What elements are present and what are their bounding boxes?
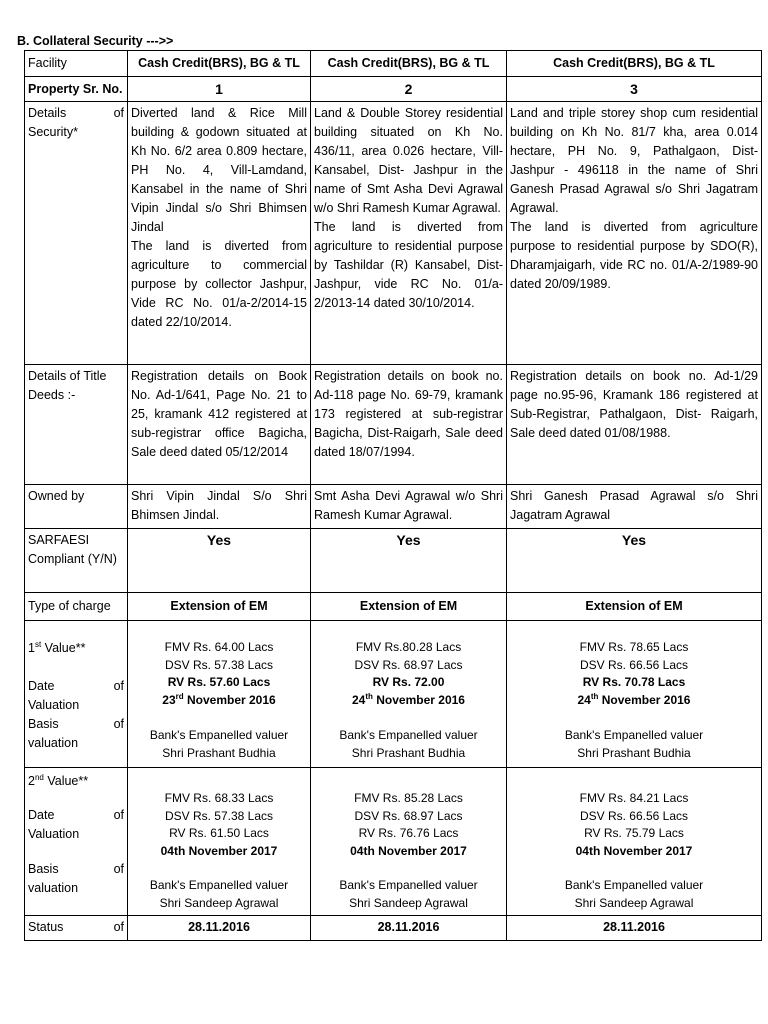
label-part: Value** (43, 774, 89, 788)
value-label (28, 772, 124, 791)
label-part: valuation (28, 881, 79, 895)
dsv-value: DSV Rs. 57.38 Lacs (164, 657, 274, 672)
sarfaesi-2: Yes (311, 529, 507, 593)
date-part: th (590, 691, 599, 701)
label-part: Basis (28, 717, 59, 731)
security-paragraph: Diverted land & Rice Mill building & godown situated at Kh No. 6/2 area 0.809 hectare, PH No. 4, Vill-Lamdand, Kansabel in the name of Shri Vipin Jindal s/o Shri Bhimsen Jindal (131, 106, 307, 234)
valuer-line: Bank's Empanelled valuer (564, 878, 704, 892)
owned-by-1: Shri Vipin Jindal S/o Shri Bhimsen Jindal. (128, 485, 311, 529)
sarfaesi-label: SARFAESI Compliant (Y/N) (25, 529, 128, 593)
details-security-2 (311, 102, 507, 365)
details-security-3 (507, 102, 762, 365)
fmv-value: FMV Rs. 68.33 Lacs (164, 791, 274, 805)
label-part: of (113, 862, 124, 876)
date-part: rd (175, 691, 184, 701)
status-3: 28.11.2016 (507, 916, 762, 941)
rv-value: RV Rs. 75.79 Lacs (584, 826, 684, 840)
valuer-name: Shri Sandeep Agrawal (349, 895, 468, 910)
dsv-value: DSV Rs. 68.97 Lacs (354, 808, 463, 823)
first-value-row (25, 621, 762, 768)
valuer-line: Bank's Empanelled valuer (339, 728, 478, 742)
title-deeds-2: Registration details on book no. Ad-118 page No. 69-79, kramank 173 registered at sub-registrar Bagicha, Dist-Raigarh, Sale deed dated 18/07/1994. (311, 365, 507, 485)
type-of-charge-2: Extension of EM (311, 593, 507, 621)
property-sr-row (25, 77, 762, 102)
type-of-charge-1: Extension of EM (128, 593, 311, 621)
security-paragraph: Land and triple storey shop cum residential building on Kh No. 81/7 kha, area 0.014 hectare, PH No. 9, Pathalgaon, Dist- Jashpur - 496118 in the name of Shri Ganesh Prasad Agrawal s/o Shri Jagatram Agrawal. (510, 106, 758, 215)
label-part: of (113, 717, 124, 731)
security-paragraph: The land is diverted from agriculture purpose to residential purpose by SDO(R), Dharamjaigarh, vide RC no. 01/A-2/1989-90 dated 20/09/1989. (510, 220, 758, 291)
label-part: of (113, 808, 124, 822)
title-deeds-label: Details of Title Deeds :- (25, 365, 128, 485)
second-value-row (25, 768, 762, 916)
date-part: 24 (577, 692, 591, 707)
valuer-line: Bank's Empanelled valuer (339, 878, 478, 892)
valuer-name: Shri Prashant Budhia (577, 745, 691, 760)
owned-by-row (25, 485, 762, 529)
fmv-value: FMV Rs.80.28 Lacs (355, 640, 462, 654)
label-part: Valuation (28, 827, 80, 841)
type-of-charge-label: Type of charge (25, 593, 128, 621)
facility-cell-1: Cash Credit(BRS), BG & TL (128, 51, 311, 77)
fmv-value: FMV Rs. 85.28 Lacs (354, 791, 463, 805)
type-of-charge-row (25, 593, 762, 621)
rv-value: RV Rs. 57.60 Lacs (167, 675, 271, 689)
details-security-row (25, 102, 762, 365)
label-part: Date (28, 808, 55, 822)
title-deeds-1: Registration details on Book No. Ad-1/641, Page No. 21 to 25, kramank 412 registered at sub-registrar office Bagicha, Sale deed dated 05/12/2014 (128, 365, 311, 485)
details-security-label (25, 102, 128, 365)
label-part: of (113, 679, 124, 693)
valuer-name: Shri Sandeep Agrawal (574, 895, 694, 910)
label-part: Value** (41, 641, 86, 655)
sarfaesi-3: Yes (507, 529, 762, 593)
label-part: st (34, 639, 42, 649)
date-part: 23 (162, 692, 176, 707)
second-value-3 (507, 768, 762, 916)
property-sr-label: Property Sr. No. (25, 77, 128, 102)
dsv-value: DSV Rs. 57.38 Lacs (164, 808, 274, 823)
fmv-value: FMV Rs. 78.65 Lacs (579, 640, 689, 654)
second-value-label (25, 768, 128, 916)
fmv-value: FMV Rs. 64.00 Lacs (164, 640, 274, 654)
label-part: Status (28, 920, 64, 934)
facility-row (25, 51, 762, 77)
owned-by-2: Smt Asha Devi Agrawal w/o Shri Ramesh Kumar Agrawal. (311, 485, 507, 529)
date-part: November 2016 (372, 692, 465, 707)
date-part: th (365, 691, 373, 701)
dsv-value: DSV Rs. 66.56 Lacs (579, 657, 689, 672)
valuation-date (131, 692, 307, 710)
valuer-name: Shri Sandeep Agrawal (159, 895, 279, 910)
label-part: nd (34, 772, 44, 782)
security-paragraph: The land is diverted from agriculture to commercial purpose by collector Jashpur, Vide RC No. 01/a-2/2014-15 dated 22/10/2014. (131, 239, 307, 329)
label-part: Date (28, 679, 55, 693)
label-part: Basis (28, 862, 59, 876)
date-part: November 2016 (183, 692, 276, 707)
first-value-label (25, 621, 128, 768)
label-part: 2 (28, 774, 35, 788)
facility-cell-2: Cash Credit(BRS), BG & TL (311, 51, 507, 77)
valuation-date (314, 692, 503, 710)
property-sr-1: 1 (128, 77, 311, 102)
valuer-name: Shri Prashant Budhia (351, 745, 466, 760)
property-sr-3: 3 (507, 77, 762, 102)
first-value-1 (128, 621, 311, 768)
property-sr-2: 2 (311, 77, 507, 102)
rv-value: RV Rs. 72.00 (372, 675, 445, 689)
facility-label: Facility (25, 51, 128, 77)
valuation-date: 04th November 2017 (350, 843, 467, 858)
second-value-2 (311, 768, 507, 916)
section-heading: B. Collateral Security --->> (17, 34, 174, 48)
label-part: Details (28, 106, 67, 120)
owned-by-3: Shri Ganesh Prasad Agrawal s/o Shri Jagatram Agrawal (507, 485, 762, 529)
security-paragraph: The land is diverted from agriculture to residential purpose by Tashildar (R) Kansabel, Dist- Jashpur, vide RC No. 01/a-2/2013-14 dated 30/10/2014. (314, 220, 503, 310)
sarfaesi-row (25, 529, 762, 593)
date-part: November 2016 (598, 692, 691, 707)
label-part: of (113, 920, 124, 934)
rv-value: RV Rs. 76.76 Lacs (358, 826, 459, 840)
label-part: Security* (28, 125, 79, 139)
rv-value: RV Rs. 61.50 Lacs (169, 826, 269, 840)
label-part: Valuation (28, 698, 80, 712)
security-paragraph: Land & Double Storey residential building situated on Kh No. 436/11, area 0.026 hectare, Vill- Kansabel, Dist- Jashpur in the name of Smt Asha Devi Agrawal w/o Shri Ramesh Kumar Agrawal. (314, 106, 503, 215)
label-part: valuation (28, 736, 79, 750)
label-part: of (113, 106, 124, 120)
collateral-security-table (24, 50, 762, 941)
status-row (25, 916, 762, 941)
date-part: 24 (352, 692, 366, 707)
status-2: 28.11.2016 (311, 916, 507, 941)
type-of-charge-3: Extension of EM (507, 593, 762, 621)
valuer-line: Bank's Empanelled valuer (149, 878, 289, 892)
value-label (28, 639, 124, 658)
fmv-value: FMV Rs. 84.21 Lacs (579, 791, 689, 805)
valuation-date: 04th November 2017 (160, 843, 278, 858)
valuer-line: Bank's Empanelled valuer (149, 728, 289, 742)
rv-value: RV Rs. 70.78 Lacs (582, 675, 686, 689)
valuation-date (510, 692, 758, 710)
sarfaesi-1: Yes (128, 529, 311, 593)
title-deeds-3: Registration details on book no. Ad-1/29 page no.95-96, Kramank 186 registered at Sub-Registrar, Pathalgaon, Dist- Raigarh, Sale deed dated 01/08/1988. (507, 365, 762, 485)
label-part: 1 (28, 641, 35, 655)
status-label (25, 916, 128, 941)
details-security-1 (128, 102, 311, 365)
valuation-date: 04th November 2017 (575, 843, 693, 858)
status-1: 28.11.2016 (128, 916, 311, 941)
dsv-value: DSV Rs. 66.56 Lacs (579, 808, 689, 823)
owned-by-label: Owned by (25, 485, 128, 529)
second-value-1 (128, 768, 311, 916)
valuer-line: Bank's Empanelled valuer (564, 728, 704, 742)
dsv-value: DSV Rs. 68.97 Lacs (354, 657, 463, 672)
first-value-3 (507, 621, 762, 768)
title-deeds-row (25, 365, 762, 485)
first-value-2 (311, 621, 507, 768)
valuer-name: Shri Prashant Budhia (162, 745, 276, 760)
facility-cell-3: Cash Credit(BRS), BG & TL (507, 51, 762, 77)
